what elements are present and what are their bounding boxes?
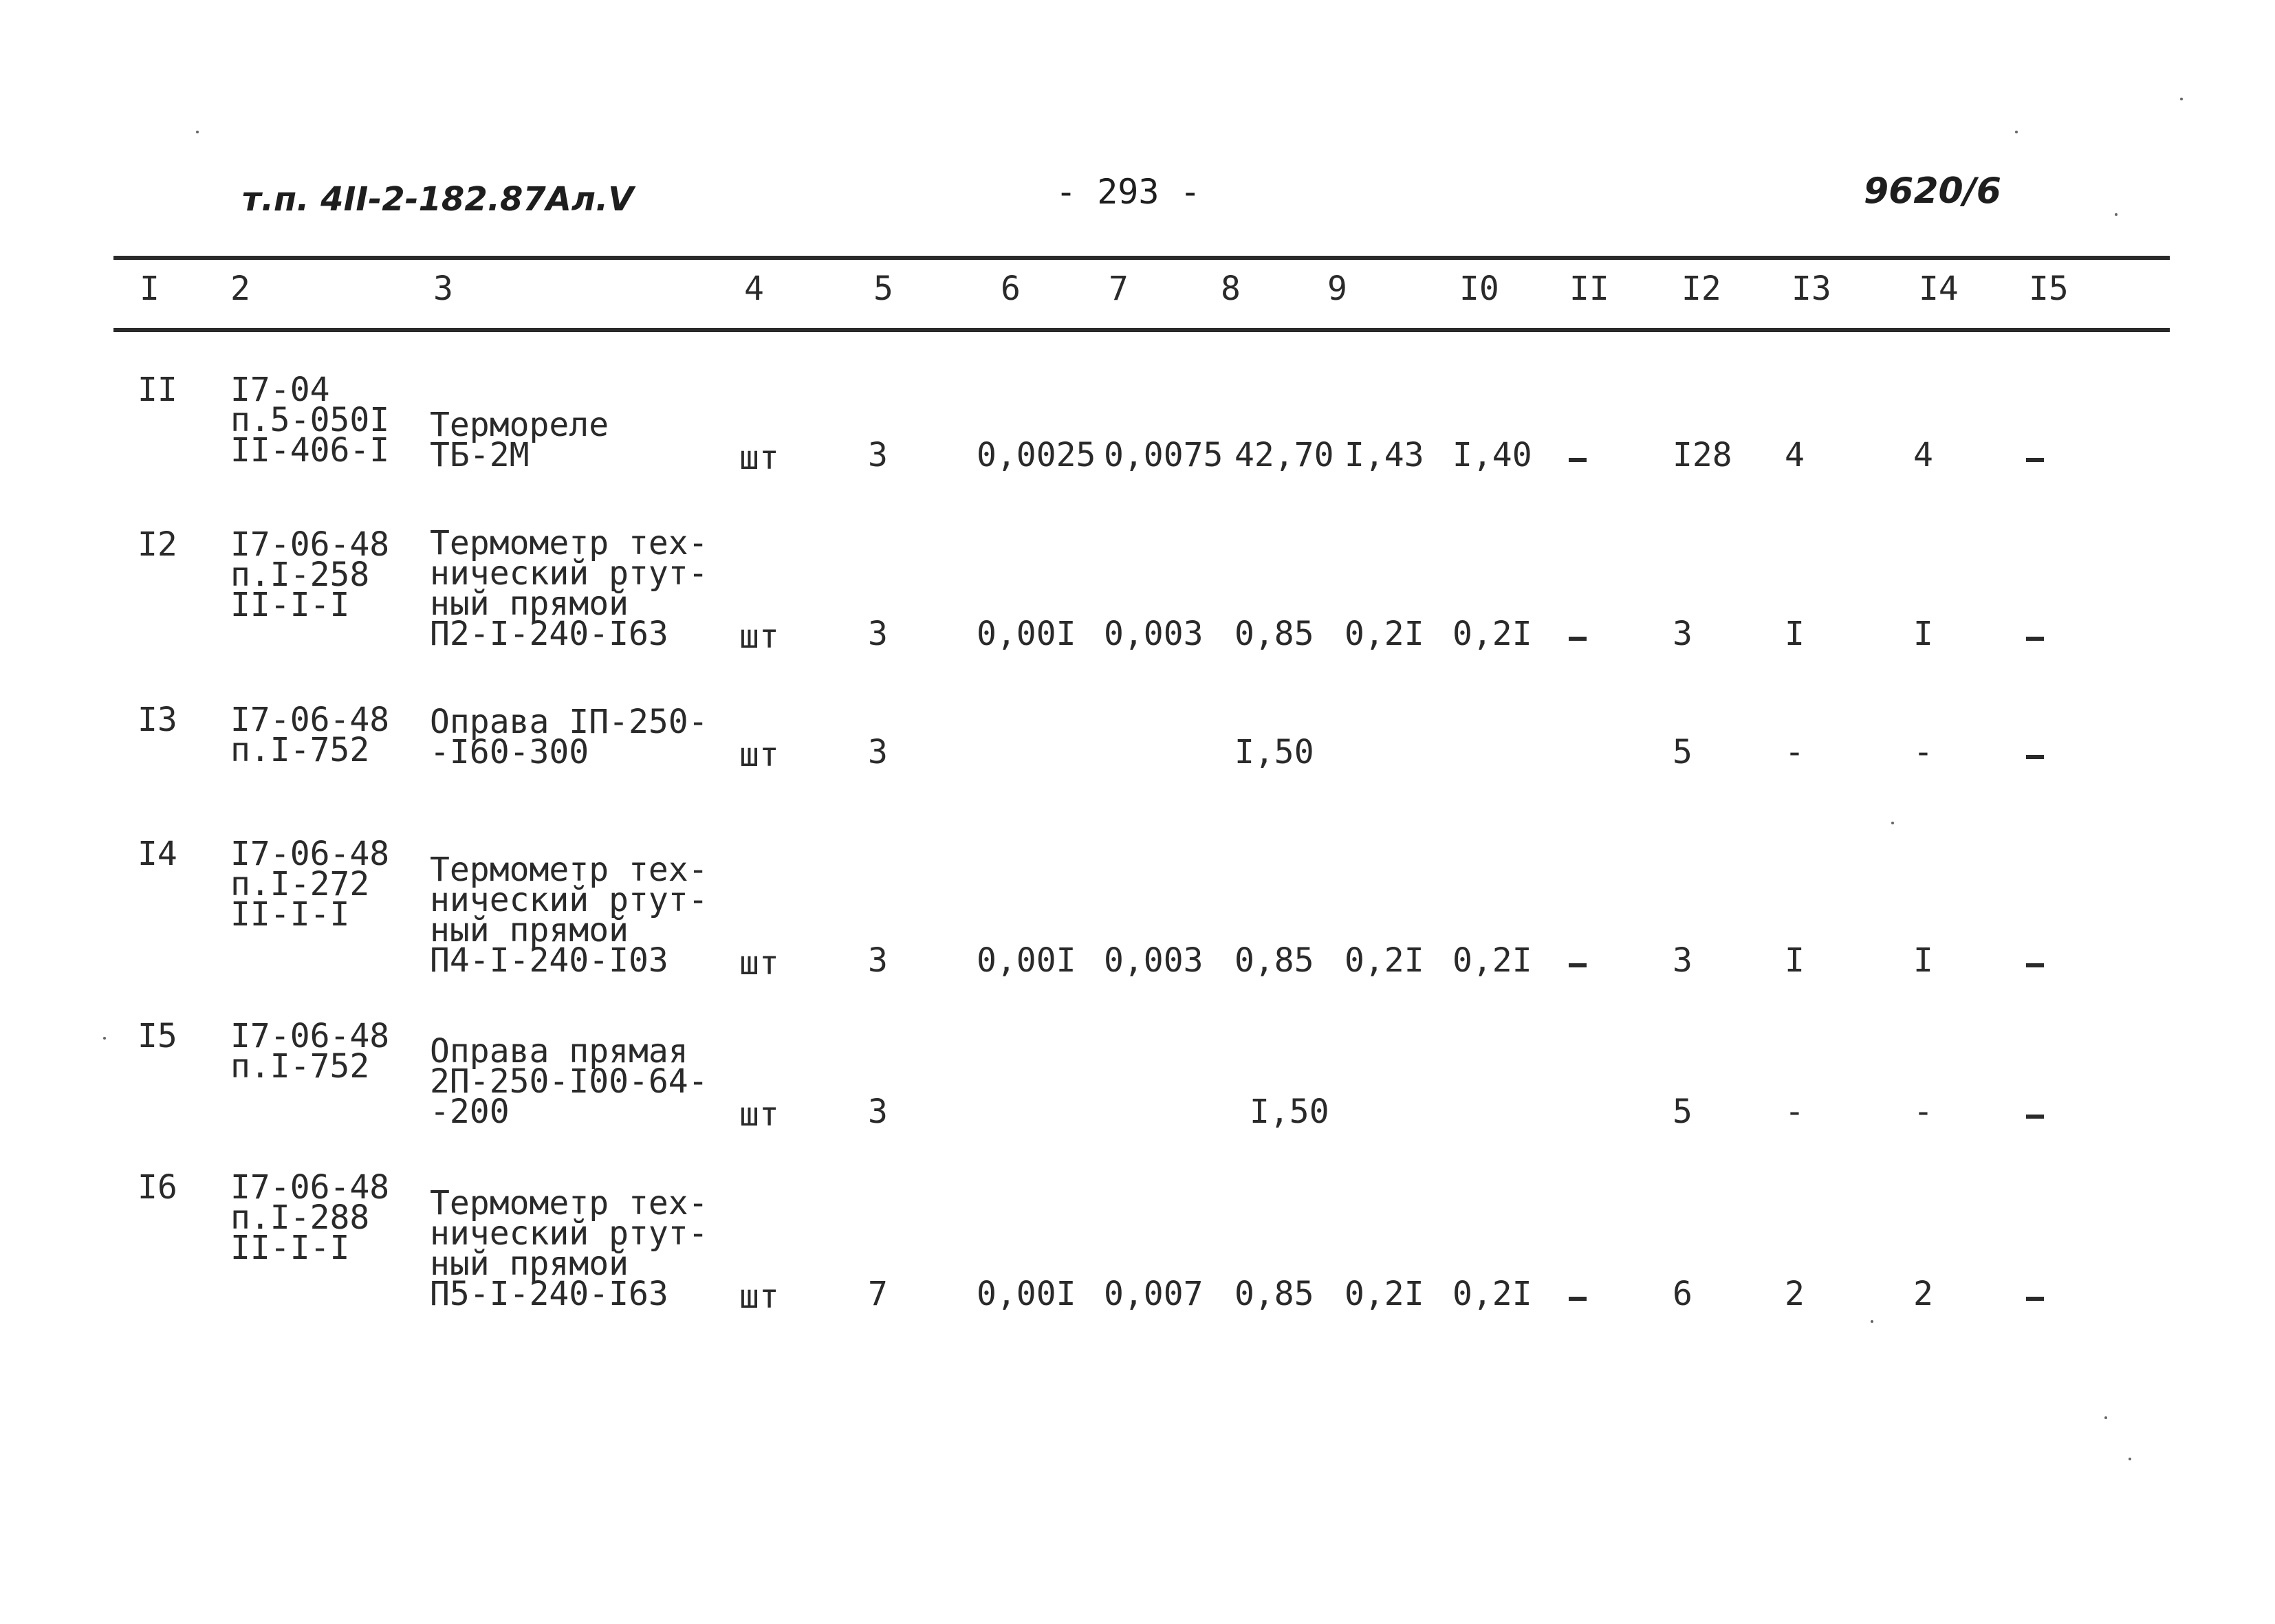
item-name-line: нический ртут- bbox=[430, 1214, 708, 1253]
column-header: 9 bbox=[1327, 270, 1347, 308]
value-c9: 0,2I bbox=[1345, 941, 1424, 980]
value-c12: 6 bbox=[1673, 1275, 1692, 1313]
value-c12: 5 bbox=[1673, 1093, 1692, 1131]
scan-speck bbox=[1871, 1320, 1873, 1323]
row-number: I4 bbox=[138, 835, 177, 873]
value-c8: I,50 bbox=[1234, 733, 1314, 771]
item-name-line: нический ртут- bbox=[430, 881, 708, 919]
item-name-line: ТБ-2М bbox=[430, 436, 530, 474]
scan-speck bbox=[103, 1037, 106, 1040]
unit-cell: шт bbox=[739, 439, 779, 477]
position-code-line: I7-06-48 bbox=[230, 1017, 390, 1055]
column-header: 4 bbox=[744, 270, 764, 308]
value-c14: - bbox=[1913, 733, 1933, 771]
value-c7: 0,003 bbox=[1104, 615, 1204, 653]
unit-cell: шт bbox=[739, 617, 779, 656]
position-code-line: п.5-050I bbox=[230, 401, 390, 439]
position-code-line: I7-06-48 bbox=[230, 835, 390, 873]
quantity-cell: 3 bbox=[868, 436, 888, 474]
value-c10: 0,2I bbox=[1452, 615, 1532, 653]
column-header: I4 bbox=[1919, 270, 1959, 308]
value-c14: - bbox=[1913, 1093, 1933, 1131]
position-code-line: I7-04 bbox=[230, 371, 330, 409]
item-name-line: нический ртут- bbox=[430, 554, 708, 593]
value-c14: I bbox=[1913, 941, 1933, 980]
position-code-line: п.I-288 bbox=[230, 1198, 370, 1237]
row-number: I2 bbox=[138, 525, 177, 564]
unit-cell: шт bbox=[739, 944, 779, 983]
column-header: 7 bbox=[1109, 270, 1129, 308]
item-name-line: 2П-250-I00-64- bbox=[430, 1062, 708, 1101]
dash-c15 bbox=[2026, 637, 2044, 641]
column-header: I2 bbox=[1681, 270, 1721, 308]
item-name-line: Оправа прямая bbox=[430, 1032, 688, 1071]
position-code-line: п.I-258 bbox=[230, 556, 370, 594]
document-code: т.п. 4II-2-182.87Ал.V bbox=[242, 180, 634, 219]
header-bottom-rule bbox=[113, 328, 2170, 332]
column-header: 3 bbox=[433, 270, 453, 308]
value-c14: I bbox=[1913, 615, 1933, 653]
dash-c11 bbox=[1569, 1297, 1587, 1301]
value-c10: 0,2I bbox=[1452, 1275, 1532, 1313]
item-name-line: -I60-300 bbox=[430, 733, 589, 771]
quantity-cell: 3 bbox=[868, 733, 888, 771]
dash-c11 bbox=[1569, 458, 1587, 462]
position-code-line: п.I-272 bbox=[230, 865, 370, 903]
quantity-cell: 3 bbox=[868, 941, 888, 980]
value-c7: 0,003 bbox=[1104, 941, 1204, 980]
item-name-line: П4-I-240-I03 bbox=[430, 941, 668, 980]
position-code-line: I7-06-48 bbox=[230, 525, 390, 564]
unit-cell: шт bbox=[739, 1277, 779, 1316]
item-name-line: -200 bbox=[430, 1093, 510, 1131]
item-name-line: Оправа IП-250- bbox=[430, 703, 708, 741]
item-name-line: ный прямой bbox=[430, 1244, 629, 1283]
item-name-line: Термометр тех- bbox=[430, 851, 708, 889]
scan-speck bbox=[2129, 1458, 2131, 1460]
value-c13: I bbox=[1785, 941, 1805, 980]
column-header: 2 bbox=[230, 270, 250, 308]
value-c13: 4 bbox=[1785, 436, 1805, 474]
scan-speck bbox=[2015, 131, 2018, 133]
position-code-line: II-I-I bbox=[230, 586, 350, 624]
value-c8: 42,70 bbox=[1234, 436, 1334, 474]
item-name-line: Термометр тех- bbox=[430, 1184, 708, 1222]
item-name-line: П5-I-240-I63 bbox=[430, 1275, 668, 1313]
table-top-rule bbox=[113, 256, 2170, 260]
column-header: 6 bbox=[1001, 270, 1021, 308]
column-header: I0 bbox=[1459, 270, 1499, 308]
column-header: I bbox=[140, 270, 160, 308]
unit-cell: шт bbox=[739, 736, 779, 774]
dash-c15 bbox=[2026, 1297, 2044, 1301]
column-header: 8 bbox=[1221, 270, 1241, 308]
scan-speck bbox=[1891, 822, 1894, 824]
column-header: 5 bbox=[873, 270, 893, 308]
value-c8: 0,85 bbox=[1234, 1275, 1314, 1313]
value-c6: 0,00I bbox=[977, 615, 1076, 653]
column-header: I5 bbox=[2029, 270, 2069, 308]
item-name-line: П2-I-240-I63 bbox=[430, 615, 668, 653]
row-number: I5 bbox=[138, 1017, 177, 1055]
page-number: - 293 - bbox=[1056, 172, 1201, 212]
item-name-line: Термометр тех- bbox=[430, 524, 708, 562]
value-c12: 3 bbox=[1673, 615, 1692, 653]
value-c6: 0,00I bbox=[977, 941, 1076, 980]
value-c6: 0,00I bbox=[977, 1275, 1076, 1313]
dash-c11 bbox=[1569, 637, 1587, 641]
unit-cell: шт bbox=[739, 1095, 779, 1134]
value-c13: - bbox=[1785, 1093, 1805, 1131]
value-c9: 0,2I bbox=[1345, 615, 1424, 653]
scan-speck bbox=[2180, 98, 2183, 100]
quantity-cell: 3 bbox=[868, 1093, 888, 1131]
row-number: II bbox=[138, 371, 177, 409]
value-c7: 0,0075 bbox=[1104, 436, 1223, 474]
position-code-line: II-I-I bbox=[230, 1229, 350, 1267]
value-c13: - bbox=[1785, 733, 1805, 771]
value-c13: 2 bbox=[1785, 1275, 1805, 1313]
column-header: II bbox=[1569, 270, 1609, 308]
position-code-line: II-I-I bbox=[230, 895, 350, 934]
value-c10: 0,2I bbox=[1452, 941, 1532, 980]
row-number: I6 bbox=[138, 1168, 177, 1207]
value-c9: I,43 bbox=[1345, 436, 1424, 474]
column-header: I3 bbox=[1792, 270, 1831, 308]
value-c7: 0,007 bbox=[1104, 1275, 1204, 1313]
item-name-line: Термореле bbox=[430, 406, 609, 444]
value-c14: 4 bbox=[1913, 436, 1933, 474]
dash-c15 bbox=[2026, 458, 2044, 462]
dash-c15 bbox=[2026, 963, 2044, 967]
dash-c15 bbox=[2026, 1115, 2044, 1119]
scan-speck bbox=[196, 131, 199, 133]
quantity-cell: 3 bbox=[868, 615, 888, 653]
value-c9: 0,2I bbox=[1345, 1275, 1424, 1313]
position-code-line: I7-06-48 bbox=[230, 1168, 390, 1207]
value-c6: 0,0025 bbox=[977, 436, 1096, 474]
position-code-line: п.I-752 bbox=[230, 1047, 370, 1086]
value-c10: I,40 bbox=[1452, 436, 1532, 474]
scan-speck bbox=[2115, 213, 2118, 216]
quantity-cell: 7 bbox=[868, 1275, 888, 1313]
row-number: I3 bbox=[138, 701, 177, 739]
archive-number: 9620/6 bbox=[1864, 171, 2001, 212]
position-code-line: II-406-I bbox=[230, 431, 390, 470]
value-c8: 0,85 bbox=[1234, 615, 1314, 653]
value-c8: I,50 bbox=[1250, 1093, 1329, 1131]
value-c13: I bbox=[1785, 615, 1805, 653]
value-c12: 3 bbox=[1673, 941, 1692, 980]
value-c12: I28 bbox=[1673, 436, 1732, 474]
position-code-line: I7-06-48 bbox=[230, 701, 390, 739]
scan-speck bbox=[2104, 1416, 2107, 1419]
position-code-line: п.I-752 bbox=[230, 731, 370, 769]
dash-c11 bbox=[1569, 963, 1587, 967]
item-name-line: ный прямой bbox=[430, 584, 629, 623]
value-c12: 5 bbox=[1673, 733, 1692, 771]
item-name-line: ный прямой bbox=[430, 911, 629, 950]
value-c14: 2 bbox=[1913, 1275, 1933, 1313]
dash-c15 bbox=[2026, 755, 2044, 759]
value-c8: 0,85 bbox=[1234, 941, 1314, 980]
